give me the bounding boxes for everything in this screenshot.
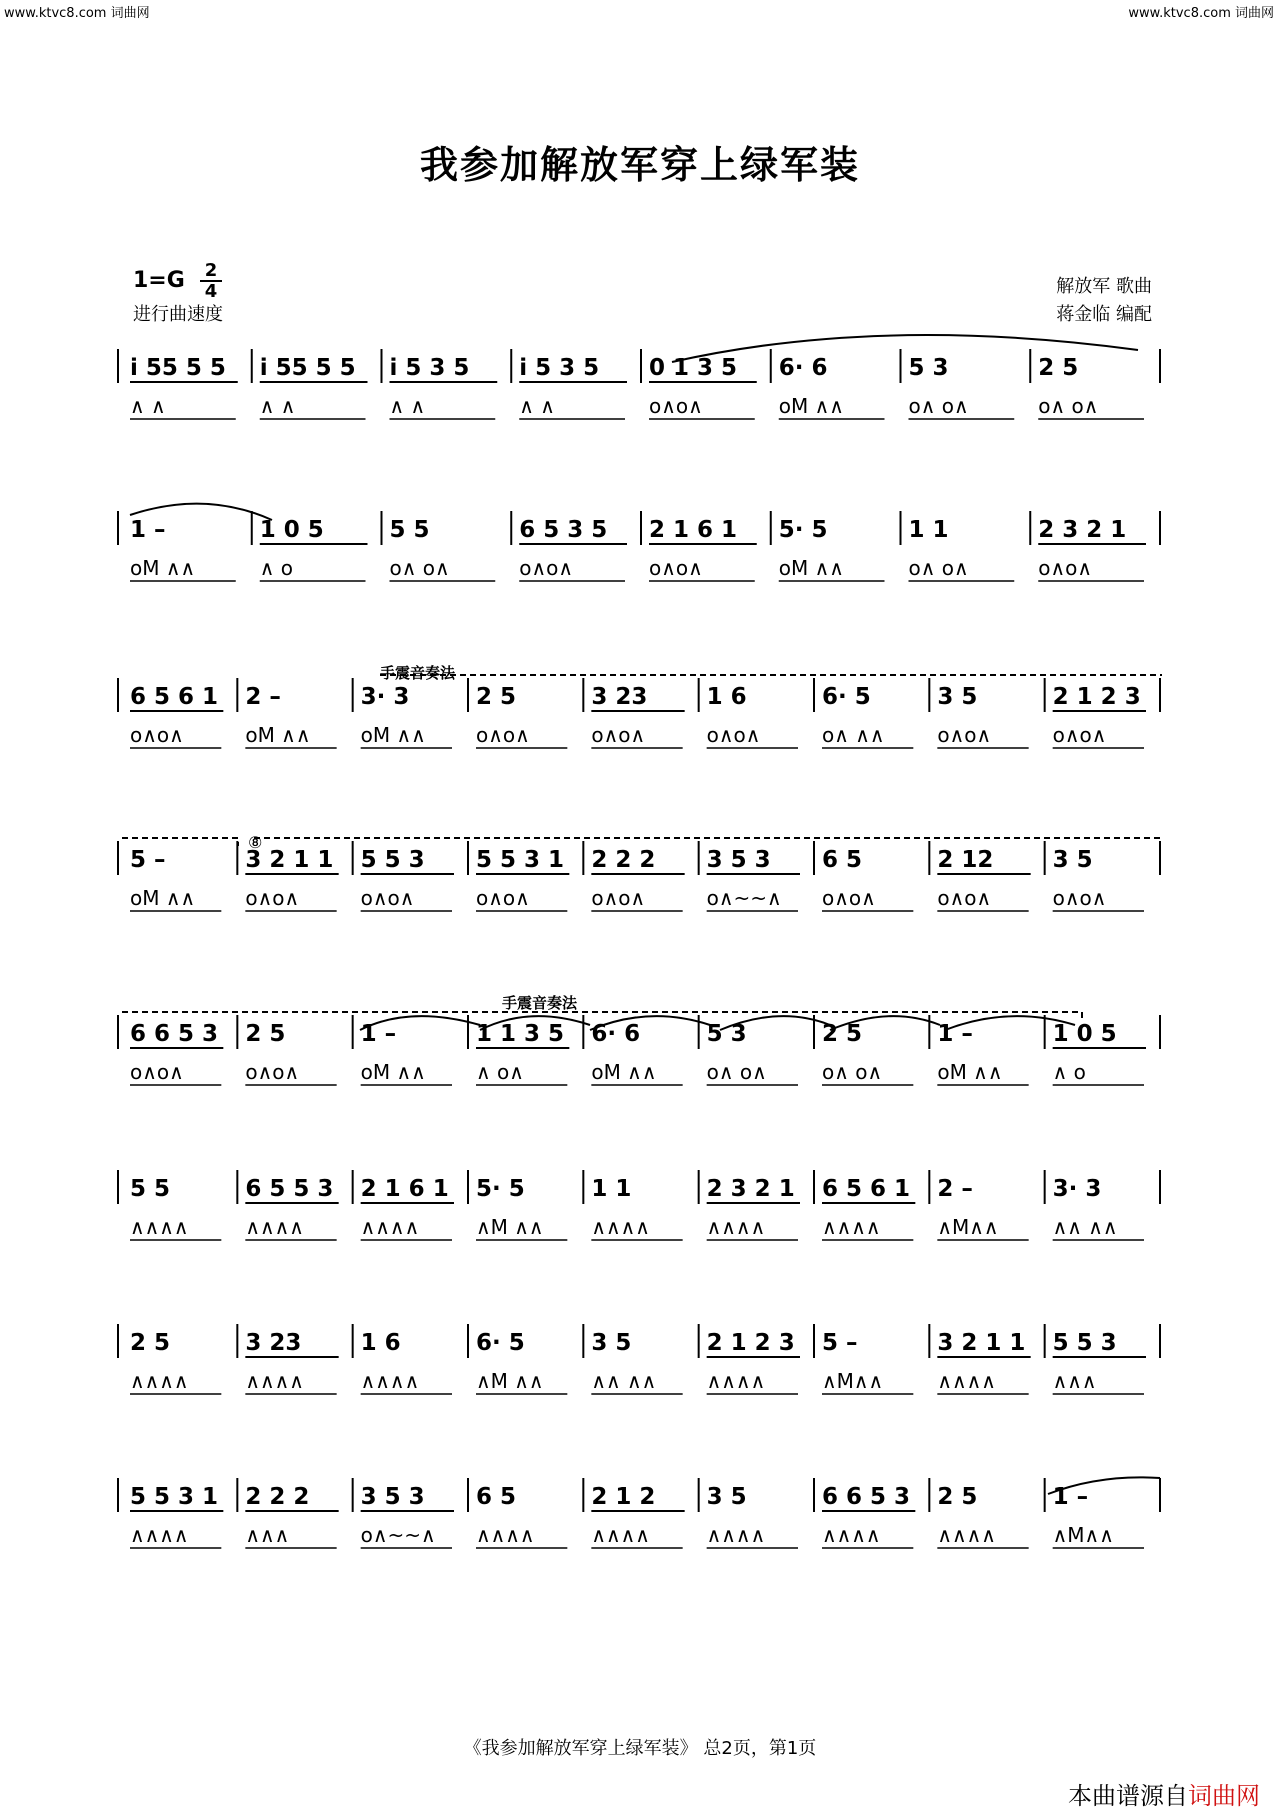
technique-marks: oΜ ∧∧ bbox=[778, 556, 844, 580]
measure-notes: 2 3 2 1 bbox=[706, 1176, 795, 1202]
measure-notes: i 55 5 5 bbox=[130, 355, 226, 381]
time-sig-bottom: 4 bbox=[204, 281, 218, 302]
time-sig-top: 2 bbox=[204, 260, 218, 281]
technique-marks: ∧ ∧ bbox=[259, 394, 296, 418]
measure-notes: 6 6 5 3 bbox=[130, 1021, 219, 1047]
measure-notes: 3 5 bbox=[937, 684, 978, 710]
measure-notes: 5 5 bbox=[389, 517, 430, 543]
measure-notes: 5· 5 bbox=[476, 1176, 525, 1202]
technique-marks: ∧∧∧∧ bbox=[130, 1369, 189, 1393]
technique-marks: o∧o∧ bbox=[591, 886, 646, 910]
technique-marks: ∧∧∧∧ bbox=[937, 1523, 996, 1547]
technique-marks: ∧Μ ∧∧ bbox=[476, 1215, 544, 1239]
technique-marks: ∧∧∧∧ bbox=[130, 1523, 189, 1547]
technique-marks: o∧o∧ bbox=[130, 1060, 184, 1084]
technique-marks: ∧∧∧∧ bbox=[706, 1369, 766, 1393]
measure-notes: 3 2 1 1 bbox=[937, 1330, 1026, 1356]
measure-notes: 2 2 2 bbox=[245, 1484, 310, 1510]
measure-notes: 5 5 3 bbox=[360, 847, 425, 873]
measure-notes: 6· 6 bbox=[778, 355, 828, 381]
source-site: 词曲网 bbox=[1188, 1782, 1260, 1810]
measure-notes: 3 5 3 bbox=[706, 847, 771, 873]
credit-song: 解放军 歌曲 bbox=[1056, 276, 1152, 297]
technique-marks: o∧o∧ bbox=[1038, 556, 1092, 580]
technique-marks: oΜ ∧∧ bbox=[591, 1060, 657, 1084]
technique-marks: ∧∧∧∧ bbox=[822, 1523, 881, 1547]
measure-notes: 3 2 1 1 bbox=[245, 847, 334, 873]
watermark-left: www.ktvc8.com 词曲网 bbox=[4, 6, 150, 21]
technique-marks: oΜ ∧∧ bbox=[360, 723, 426, 747]
measure-notes: 1 – bbox=[360, 1021, 397, 1047]
technique-marks: o∧o∧ bbox=[822, 886, 876, 910]
technique-marks: ∧∧∧ bbox=[245, 1523, 290, 1547]
measure-notes: 3 5 3 bbox=[360, 1484, 425, 1510]
measure-notes: 3 5 bbox=[1052, 847, 1093, 873]
technique-marks: oΜ ∧∧ bbox=[245, 723, 311, 747]
technique-marks: o∧o∧ bbox=[649, 394, 703, 418]
technique-marks: ∧∧∧∧ bbox=[360, 1369, 420, 1393]
measure-notes: 2 5 bbox=[937, 1484, 978, 1510]
measure-notes: 6 5 5 3 bbox=[245, 1176, 334, 1202]
technique-marks: o∧o∧ bbox=[937, 723, 992, 747]
technique-marks: ∧∧∧∧ bbox=[591, 1523, 650, 1547]
measure-notes: 6· 5 bbox=[822, 684, 871, 710]
source-credit bbox=[1068, 1776, 1260, 1811]
technique-marks: o∧ o∧ bbox=[706, 1060, 767, 1084]
technique-marks: o∧o∧ bbox=[476, 886, 530, 910]
technique-marks: ∧ ∧ bbox=[389, 394, 426, 418]
technique-marks: ∧∧∧∧ bbox=[130, 1215, 189, 1239]
measure-notes: 2 5 bbox=[245, 1021, 286, 1047]
measure-notes: 3 23 bbox=[245, 1330, 302, 1356]
technique-marks: o∧o∧ bbox=[245, 886, 300, 910]
measure-notes: 1 – bbox=[937, 1021, 973, 1047]
measure-notes: 3· 3 bbox=[1052, 1176, 1102, 1202]
measure-notes: 2 2 2 bbox=[591, 847, 656, 873]
technique-marks: ∧Μ∧∧ bbox=[822, 1369, 884, 1393]
technique-marks: o∧o∧ bbox=[649, 556, 703, 580]
watermark-right: www.ktvc8.com 词曲网 bbox=[1128, 6, 1274, 21]
technique-marks: ∧∧ ∧∧ bbox=[1052, 1215, 1118, 1239]
technique-marks: oΜ ∧∧ bbox=[778, 394, 844, 418]
technique-marks: o∧o∧ bbox=[360, 886, 415, 910]
technique-marks: o∧ o∧ bbox=[908, 556, 969, 580]
measure-notes: 6· 5 bbox=[476, 1330, 525, 1356]
technique-marks: ∧Μ∧∧ bbox=[937, 1215, 999, 1239]
score-title: 我参加解放军穿上绿军装 bbox=[419, 142, 860, 187]
technique-marks: o∧o∧ bbox=[245, 1060, 300, 1084]
technique-marks: oΜ ∧∧ bbox=[360, 1060, 426, 1084]
measure-notes: 5 5 3 1 bbox=[476, 847, 565, 873]
measure-notes: 1 1 bbox=[591, 1176, 632, 1202]
measure-notes: 2 1 6 1 bbox=[649, 517, 738, 543]
measure-notes: 2 1 6 1 bbox=[360, 1176, 449, 1202]
measure-notes: 2 – bbox=[245, 684, 281, 710]
technique-marks: o∧o∧ bbox=[1052, 886, 1107, 910]
technique-marks: oΜ ∧∧ bbox=[937, 1060, 1003, 1084]
measure-notes: 3 5 bbox=[591, 1330, 632, 1356]
measure-notes: 6 6 5 3 bbox=[822, 1484, 911, 1510]
technique-marks: o∧ o∧ bbox=[1038, 394, 1099, 418]
measure-notes: 6· 6 bbox=[591, 1021, 641, 1047]
technique-marks: o∧ ∧∧ bbox=[822, 723, 885, 747]
technique-marks: o∧o∧ bbox=[937, 886, 992, 910]
technique-marks: ∧∧∧∧ bbox=[706, 1215, 766, 1239]
measure-notes: 6 5 3 5 bbox=[519, 517, 608, 543]
measure-notes: 2 5 bbox=[130, 1330, 171, 1356]
measure-notes: 0 1 3 5 bbox=[649, 355, 738, 381]
measure-notes: 2 – bbox=[937, 1176, 973, 1202]
measure-notes: 2 5 bbox=[1038, 355, 1079, 381]
technique-marks: ∧∧∧ bbox=[1052, 1369, 1097, 1393]
technique-marks: ∧∧∧∧ bbox=[591, 1215, 650, 1239]
page-footer: 《我参加解放军穿上绿军装》 总2页，第1页 bbox=[463, 1738, 817, 1759]
measure-notes: 5 5 3 1 bbox=[130, 1484, 219, 1510]
measure-notes: 2 3 2 1 bbox=[1038, 517, 1127, 543]
tremolo-annotation: 手震音奏法 bbox=[380, 664, 456, 682]
measure-notes: 2 12 bbox=[937, 847, 994, 873]
technique-marks: ∧ ∧ bbox=[519, 394, 555, 418]
technique-marks: oΜ ∧∧ bbox=[130, 556, 196, 580]
tremolo-line-row5 bbox=[122, 1012, 1082, 1020]
tempo-marking: 进行曲速度 bbox=[133, 304, 223, 325]
technique-marks: ∧ o bbox=[1052, 1060, 1086, 1084]
measure-notes: 1 1 bbox=[908, 517, 949, 543]
measure-notes: 1 1 3 5 bbox=[476, 1021, 565, 1047]
measure-notes: 5 5 bbox=[130, 1176, 171, 1202]
technique-marks: o∧ o∧ bbox=[389, 556, 450, 580]
technique-marks: o∧~~∧ bbox=[360, 1523, 436, 1547]
technique-marks: o∧ o∧ bbox=[822, 1060, 883, 1084]
technique-marks: ∧Μ∧∧ bbox=[1052, 1523, 1114, 1547]
measure-notes: i 5 3 5 bbox=[389, 355, 470, 381]
technique-marks: ∧ o∧ bbox=[476, 1060, 524, 1084]
technique-marks: o∧~~∧ bbox=[706, 886, 782, 910]
measure-notes: 5 5 3 bbox=[1052, 1330, 1117, 1356]
technique-marks: o∧o∧ bbox=[519, 556, 573, 580]
measure-notes: 1 6 bbox=[706, 684, 747, 710]
technique-marks: ∧∧∧∧ bbox=[706, 1523, 766, 1547]
measure-notes: 2 5 bbox=[822, 1021, 863, 1047]
measure-notes: 1 – bbox=[130, 517, 166, 543]
technique-marks: o∧o∧ bbox=[1052, 723, 1107, 747]
measure-notes: 3 5 bbox=[706, 1484, 747, 1510]
measure-notes: i 5 3 5 bbox=[519, 355, 600, 381]
technique-marks: o∧ o∧ bbox=[908, 394, 969, 418]
credit-arranger: 蒋金临 编配 bbox=[1056, 304, 1152, 325]
rehearsal-mark: ⑧ bbox=[248, 833, 263, 852]
technique-marks: ∧∧∧∧ bbox=[245, 1215, 304, 1239]
measure-notes: 1 – bbox=[1052, 1484, 1089, 1510]
measure-notes: 5 3 bbox=[706, 1021, 747, 1047]
technique-marks: o∧o∧ bbox=[476, 723, 530, 747]
technique-marks: ∧∧∧∧ bbox=[476, 1523, 535, 1547]
measure-notes: 5 – bbox=[822, 1330, 858, 1356]
key-signature: 1=G bbox=[133, 268, 185, 293]
technique-marks: o∧o∧ bbox=[130, 723, 184, 747]
source-prefix: 本曲谱源自 bbox=[1068, 1782, 1188, 1810]
measure-notes: 1 6 bbox=[360, 1330, 401, 1356]
measure-notes: 1 0 5 bbox=[259, 517, 324, 543]
measure-notes: 1 0 5 bbox=[1052, 1021, 1117, 1047]
technique-marks: ∧ o bbox=[259, 556, 293, 580]
technique-marks: o∧o∧ bbox=[591, 723, 646, 747]
technique-marks: ∧∧ ∧∧ bbox=[591, 1369, 657, 1393]
tremolo-line-row4 bbox=[122, 838, 238, 846]
measure-notes: 5 3 bbox=[908, 355, 949, 381]
technique-marks: ∧∧∧∧ bbox=[245, 1369, 304, 1393]
measure-notes: 6 5 bbox=[822, 847, 863, 873]
measure-notes: 2 1 2 bbox=[591, 1484, 656, 1510]
measure-notes: 5 – bbox=[130, 847, 166, 873]
measure-notes: i 55 5 5 bbox=[259, 355, 356, 381]
measure-notes: 2 1 2 3 bbox=[706, 1330, 795, 1356]
measure-notes: 2 5 bbox=[476, 684, 517, 710]
measure-notes: 2 1 2 3 bbox=[1052, 684, 1141, 710]
measure-notes: 6 5 6 1 bbox=[130, 684, 219, 710]
measure-notes: 3· 3 bbox=[360, 684, 410, 710]
technique-marks: ∧∧∧∧ bbox=[937, 1369, 996, 1393]
technique-marks: ∧Μ ∧∧ bbox=[476, 1369, 544, 1393]
measure-notes: 5· 5 bbox=[778, 517, 828, 543]
measure-notes: 6 5 bbox=[476, 1484, 517, 1510]
technique-marks: ∧∧∧∧ bbox=[360, 1215, 420, 1239]
technique-marks: oΜ ∧∧ bbox=[130, 886, 196, 910]
technique-marks: ∧ ∧ bbox=[130, 394, 166, 418]
technique-marks: ∧∧∧∧ bbox=[822, 1215, 881, 1239]
measure-notes: 6 5 6 1 bbox=[822, 1176, 911, 1202]
tremolo-annotation: 手震音奏法 bbox=[502, 994, 578, 1012]
technique-marks: o∧o∧ bbox=[706, 723, 761, 747]
measure-notes: 3 23 bbox=[591, 684, 648, 710]
